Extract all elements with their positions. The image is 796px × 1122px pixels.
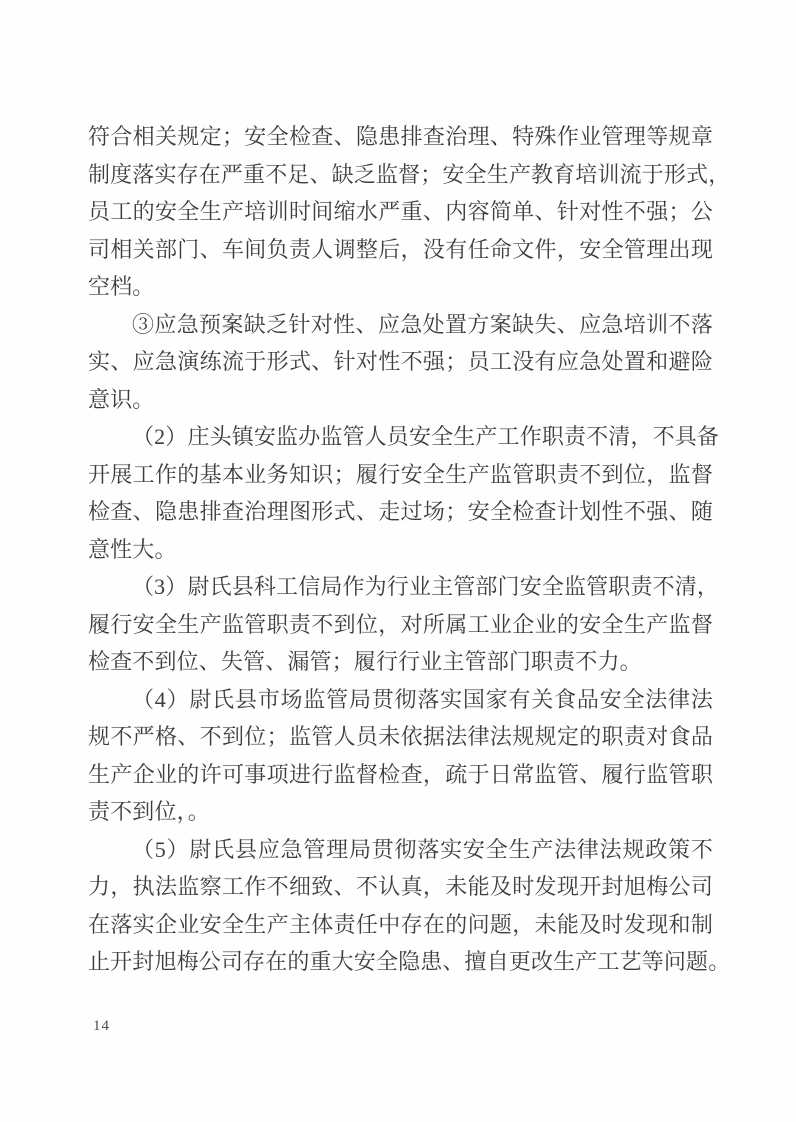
text-line-p3-l1: （2）庄头镇安监办监管人员安全生产工作职责不清，不具备 [132, 424, 720, 449]
text-line-p4-l1: （3）尉氏县科工信局作为行业主管部门安全监管职责不清， [132, 574, 720, 599]
text-line-p2-l1: ③应急预案缺乏针对性、应急处置方案缺失、应急培训不落 [132, 311, 713, 337]
text-line-p5-l4: 责不到位，。 [88, 799, 210, 824]
text-line-p4-l2: 履行安全生产监管职责不到位，对所属工业企业的安全生产监督 [88, 611, 713, 637]
text-line-p4-l3: 检查不到位、失管、漏管；履行行业主管部门职责不力。 [88, 649, 642, 674]
text-line-p3-l3: 检查、隐患排查治理图形式、走过场；安全检查计划性不强、随 [88, 499, 713, 524]
text-line-p3-l2: 开展工作的基本业务知识；履行安全生产监管职责不到位，监督 [88, 461, 713, 487]
text-line-p1-l3: 员工的安全生产培训时间缩水严重、内容简单、针对性不强；公 [88, 199, 713, 224]
text-line-p1-l1: 符合相关规定；安全检查、隐患排查治理、特殊作业管理等规章 [88, 124, 713, 149]
document-body [88, 118, 731, 981]
text-line-p6-l3: 在落实企业安全生产主体责任中存在的问题，未能及时发现和制 [88, 911, 713, 937]
text-line-p1-l4: 司相关部门、车间负责人调整后，没有任命文件，安全管理出现 [88, 236, 713, 262]
text-line-p3-l4: 意性大。 [88, 536, 177, 562]
text-line-p1-l2: 制度落实存在严重不足、缺乏监督；安全生产教育培训流于形式， [88, 161, 731, 187]
text-line-p5-l1: （4）尉氏县市场监管局贯彻落实国家有关食品安全法律法 [132, 686, 713, 712]
text-line-p5-l3: 生产企业的许可事项进行监督检查，疏于日常监管、履行监管职 [88, 761, 713, 787]
text-line-p5-l2: 规不严格、不到位；监管人员未依据法律法规规定的职责对食品 [88, 724, 713, 749]
text-line-p1-l5: 空档。 [88, 274, 155, 299]
page-footer [93, 1014, 110, 1038]
text-line-p6-l2: 力，执法监察工作不细致、不认真，未能及时发现开封旭梅公司 [88, 874, 713, 899]
text-line-p2-l3: 意识。 [88, 386, 155, 412]
text-line-p6-l4: 止开封旭梅公司存在的重大安全隐患、擅自更改生产工艺等问题。 [88, 949, 731, 974]
text-line-p6-l1: （5）尉氏县应急管理局贯彻落实安全生产法律法规政策不 [132, 836, 713, 862]
page-number: 14 [93, 1018, 110, 1034]
text-line-p2-l2: 实、应急演练流于形式、针对性不强；员工没有应急处置和避险 [88, 349, 713, 374]
